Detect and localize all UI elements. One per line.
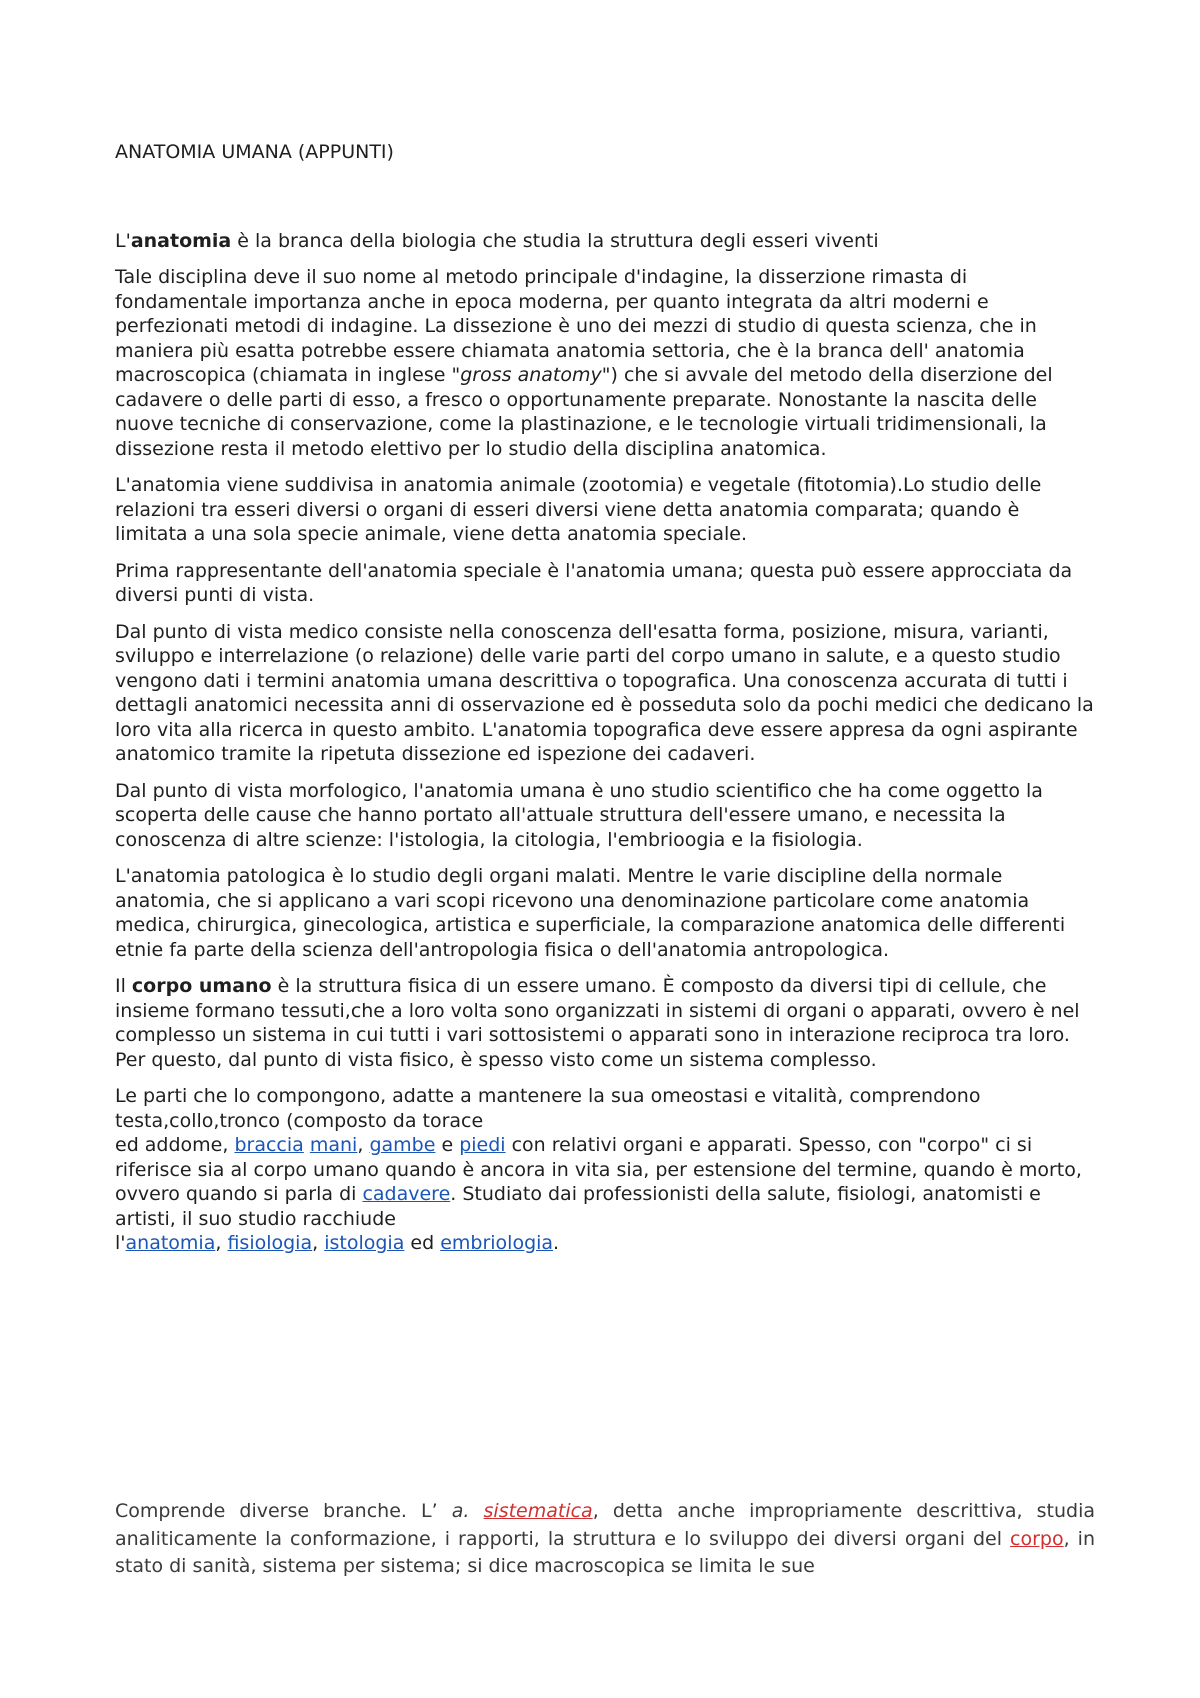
p8-bold-corpo-umano: corpo umano: [131, 975, 272, 997]
p9-sep-2: e: [435, 1134, 460, 1156]
link-corpo[interactable]: corpo: [1010, 1527, 1064, 1550]
paragraph-8: [115, 974, 1095, 1072]
link-gambe[interactable]: gambe: [369, 1134, 436, 1156]
p9-text-1: Le parti che lo compongono, adatte a mantenere la sua omeostasi e vitalità, comprendono testa,collo,tronco (composto da torace: [115, 1085, 981, 1132]
p1-bold-anatomia: anatomia: [130, 229, 232, 252]
p9-sep-3: ,: [215, 1232, 228, 1254]
p9-sep-1: ,: [357, 1134, 370, 1156]
p9-text-2: ed addome,: [115, 1134, 235, 1156]
paragraph-1: [115, 229, 1095, 254]
p2-text-1: Tale disciplina deve il suo nome al metodo principale d'indagine, la disserzione rimasta di fondamentale importanza anche in epoca moderna, per quanto integrata da altri moderni e perfezionati metodi di indagine. La dissezione è uno dei mezzi di studio di questa scienza, che in maniera più esatta potrebbe essere chiamata anatomia settoria, che è la branca dell' anatomia macroscopica (chiamata in inglese ": [115, 266, 1037, 386]
p9-sep-4: ,: [312, 1232, 325, 1254]
paragraph-10: [115, 1498, 1095, 1581]
page-title: ANATOMIA UMANA (APPUNTI): [115, 141, 394, 163]
document-page: [115, 140, 1095, 1577]
p9-text-4: . Studiato dai professionisti della salute, fisiologi, anatomisti e artisti, il suo studio racchiude: [115, 1183, 1041, 1230]
p9-sep-5: ed: [404, 1232, 441, 1254]
link-sistematica[interactable]: [484, 1500, 593, 1522]
p1-pre: L': [115, 229, 131, 252]
link-mani[interactable]: mani: [309, 1134, 358, 1156]
link-sistematica-text: sistematica: [483, 1500, 593, 1522]
link-braccia[interactable]: braccia: [234, 1134, 304, 1156]
paragraph-7: L'anatomia patologica è lo studio degli organi malati. Mentre le varie discipline della normale anatomia, che si applicano a vari scopi ricevono una denominazione particolare come anatomia medica, chirurgica, ginecologica, artistica e superficiale, la comparazione anatomica delle differenti etnie fa parte della scienza dell'antropologia fisica o dell'anatomia antropologica.: [115, 865, 1066, 961]
p10-text-2: , detta anche impropriamente descrittiva, studia analiticamente la conformazione, i rapporti, la struttura e lo sviluppo dei diversi organi del: [115, 1500, 1095, 1550]
link-embriologia[interactable]: embriologia: [440, 1232, 554, 1254]
p9-text-3: con relativi organi e apparati. Spesso, con "corpo" ci si riferisce sia al corpo umano quando è ancora in vita sia, per estensione del termine, quando è morto, ovvero quando si parla di: [115, 1134, 1082, 1205]
link-cadavere[interactable]: cadavere: [362, 1183, 451, 1205]
p10-italic-a: a.: [451, 1500, 470, 1522]
link-anatomia[interactable]: anatomia: [125, 1232, 216, 1254]
paragraph-3: L'anatomia viene suddivisa in anatomia animale (zootomia) e vegetale (fitotomia).Lo studio delle relazioni tra esseri diversi o organi di esseri diversi viene detta anatomia comparata; quando è limitata a una sola specie animale, viene detta anatomia speciale.: [115, 474, 1042, 545]
link-piedi[interactable]: piedi: [459, 1134, 506, 1156]
paragraph-6: Dal punto di vista morfologico, l'anatomia umana è uno studio scientifico che ha come oggetto la scoperta delle cause che hanno portato all'attuale struttura dell'essere umano, e necessita la conoscenza di altre scienze: l'istologia, la citologia, l'embrioogia e la fisiologia.: [115, 779, 1043, 851]
p1-post: è la branca della biologia che studia la struttura degli esseri viventi: [231, 229, 879, 252]
p8-pre: Il: [115, 975, 132, 997]
p9-text-5: l': [115, 1232, 126, 1254]
p10-space: [469, 1500, 483, 1522]
paragraph-9: [115, 1084, 1095, 1256]
p8-post: è la struttura fisica di un essere umano. È composto da diversi tipi di cellule, che insieme formano tessuti,che a loro volta sono organizzati in sistemi di organi o apparati, ovvero è nel complesso un sistema in cui tutti i vari sottosistemi o apparati sono in interazione reciproca tra loro. Per questo, dal punto di vista fisico, è spesso visto come un sistema complesso.: [115, 975, 1080, 1071]
link-fisiologia[interactable]: fisiologia: [227, 1232, 313, 1254]
p9-text-6: .: [553, 1232, 560, 1254]
paragraph-4: Prima rappresentante dell'anatomia speciale è l'anatomia umana; questa può essere approcciata da diversi punti di vista.: [115, 559, 1073, 606]
paragraph-2: [115, 265, 1095, 461]
link-istologia[interactable]: istologia: [324, 1232, 405, 1254]
p2-text-2: ") che si avvale del metodo della diserzione del cadavere o delle parti di esso, a fresco o opportunamente preparate. Nonostante la nascita delle nuove tecniche di conservazione, come la plastinazione, e le tecnologie virtuali tridimensionali, la dissezione resta il metodo elettivo per lo studio della disciplina anatomica.: [115, 364, 1053, 460]
p10-text-1: Comprende diverse branche. L’: [115, 1500, 452, 1522]
paragraph-5: Dal punto di vista medico consiste nella conoscenza dell'esatta forma, posizione, misura, varianti, sviluppo e interrelazione (o relazione) delle varie parti del corpo umano in salute, e a questo studio vengono dati i termini anatomia umana descrittiva o topografica. Una conoscenza accurata di tutti i dettagli anatomici necessita anni di osservazione ed è posseduta solo da pochi medici che dedicano la loro vita alla ricerca in questo ambito. L'anatomia topografica deve essere appresa da ogni aspirante anatomico tramite la ripetuta dissezione ed ispezione dei cadaveri.: [115, 620, 1094, 765]
p10-text-3: , in stato di sanità, sistema per sistema; si dice macroscopica se limita le sue: [115, 1527, 1095, 1577]
p2-italic-gross-anatomy: gross anatomy: [460, 364, 602, 386]
